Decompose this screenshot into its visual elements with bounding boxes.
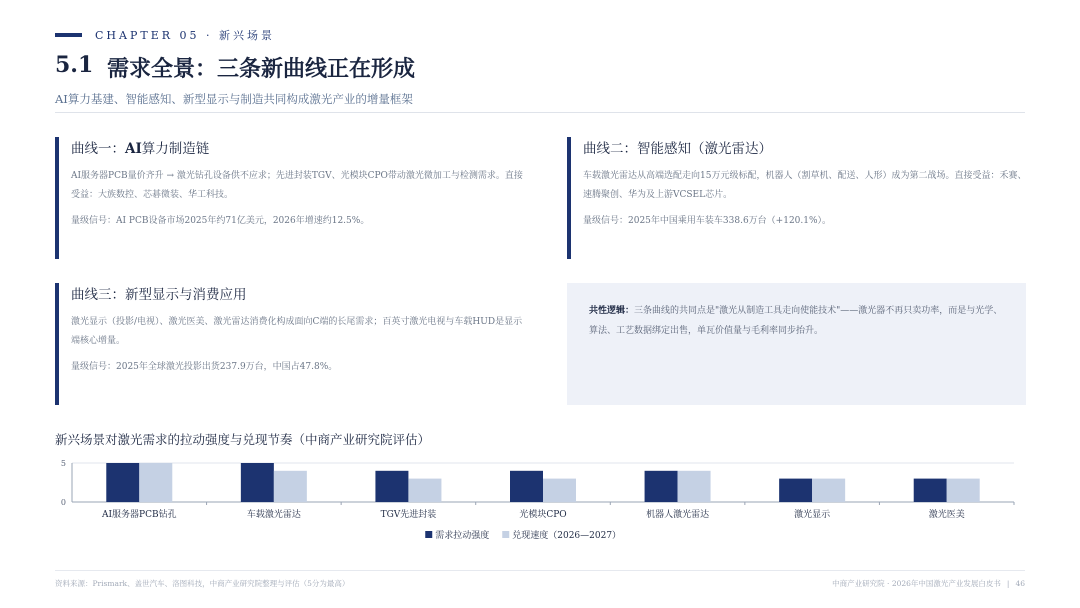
bar-realization-speed xyxy=(139,463,172,502)
bar-demand-strength xyxy=(510,471,543,502)
curve-card-body: AI服务器PCB量价齐升 → 激光钻孔设备供不应求；先进封装TGV、光模块CPO带动激光微加工与检测需求。直接受益：大族数控、芯碁微装、华工科技。 xyxy=(71,171,523,200)
curve-card-ai-compute xyxy=(55,137,525,259)
common-logic-label: 共性逻辑： xyxy=(589,306,635,316)
bar-demand-strength xyxy=(106,463,139,502)
legend-label: 需求拉动强度 xyxy=(435,531,490,541)
legend-swatch xyxy=(425,531,432,538)
chart-title: 新兴场景对激光需求的拉动强度与兑现节奏（中商产业研究院评估） xyxy=(55,432,431,447)
page-title: 需求全景：三条新曲线正在形成 xyxy=(107,56,416,82)
x-tick-label: 机器人激光雷达 xyxy=(646,510,710,520)
curve-card-title: 曲线二：智能感知（激光雷达） xyxy=(583,141,772,157)
chapter-label: CHAPTER 05 · 新兴场景 xyxy=(95,29,275,42)
y-tick-label: 5 xyxy=(60,459,66,468)
bar-realization-speed xyxy=(678,471,711,502)
page-number: 46 xyxy=(1015,579,1025,588)
bar-demand-strength xyxy=(241,463,274,502)
x-tick-label: AI服务器PCB钻孔 xyxy=(101,510,177,520)
curve-card-signal: 量级信号：2025年全球激光投影出货237.9万台，中国占47.8%。 xyxy=(71,362,338,372)
footer-source: 资料来源：Prismark、盖世汽车、洛图科技，中商产业研究院整理与评估（5分为最高） xyxy=(55,579,350,588)
bar-chart xyxy=(0,450,1080,560)
common-logic-box xyxy=(567,283,1026,405)
legend-swatch xyxy=(502,531,509,538)
curve-card-smart-sensing xyxy=(567,137,1035,259)
bar-realization-speed xyxy=(543,479,576,502)
curve-card-signal: 量级信号：2025年中国乘用车装车338.6万台（+120.1%）。 xyxy=(583,216,832,226)
x-tick-label: 激光医美 xyxy=(928,510,965,520)
x-tick-label: 车载激光雷达 xyxy=(246,510,301,520)
y-tick-label: 0 xyxy=(60,498,66,507)
bar-demand-strength xyxy=(375,471,408,502)
curve-card-body: 车载激光雷达从高端选配走向15万元级标配，机器人（割草机、配送、人形）成为第二战场。直接受益：禾赛、速腾聚创、华为及上游VCSEL芯片。 xyxy=(583,171,1027,200)
page-subtitle: AI算力基建、智能感知、新型显示与制造共同构成激光产业的增量框架 xyxy=(55,92,413,106)
curve-card-title: 曲线一：AI算力制造链 xyxy=(71,141,210,157)
bar-demand-strength xyxy=(645,471,678,502)
curve-card-title: 曲线三：新型显示与消费应用 xyxy=(71,287,247,303)
bar-realization-speed xyxy=(812,479,845,502)
section-number: 5.1 xyxy=(55,52,94,78)
legend-label: 兑现速度（2026—2027） xyxy=(512,531,622,541)
curve-card-signal: 量级信号：AI PCB设备市场2025年约71亿美元，2026年增速约12.5%。 xyxy=(71,216,370,226)
footer-org: 中商产业研究院 · 2026年中国激光产业发展白皮书 xyxy=(832,579,1001,588)
bar-realization-speed xyxy=(274,471,307,502)
footer-meta xyxy=(832,578,1025,589)
chapter-accent-bar xyxy=(55,33,82,37)
bar-demand-strength xyxy=(914,479,947,502)
x-tick-label: TGV先进封装 xyxy=(380,510,437,520)
curve-card-body: 激光显示（投影/电视）、激光医美、激光雷达消费化构成面向C端的长尾需求；百英寸激光电视与车载HUD是显示端核心增量。 xyxy=(71,317,523,346)
bar-realization-speed xyxy=(947,479,980,502)
footer-divider xyxy=(55,570,1025,571)
x-tick-label: 光模块CPO xyxy=(519,510,567,520)
bar-demand-strength xyxy=(779,479,812,502)
curve-card-display-consumer xyxy=(55,283,525,405)
header-divider xyxy=(55,112,1025,113)
footer-separator: | xyxy=(1006,579,1010,588)
x-tick-label: 激光显示 xyxy=(794,510,831,520)
bar-realization-speed xyxy=(408,479,441,502)
common-logic-text: 三条曲线的共同点是"激光从制造工具走向使能技术"——激光器不再只卖功率，而是与光学、算法、工艺数据绑定出售，单瓦价值量与毛利率同步抬升。 xyxy=(589,306,1003,336)
